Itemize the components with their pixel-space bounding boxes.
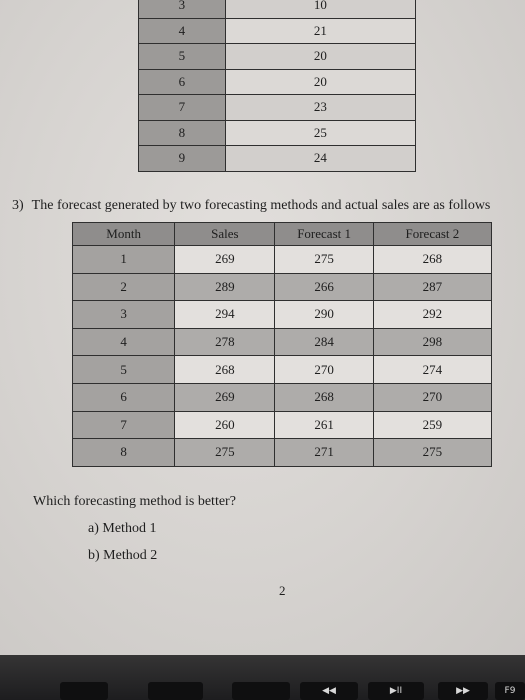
header-month: Month [73, 223, 175, 246]
header-forecast-2: Forecast 2 [373, 223, 491, 246]
fast-forward-key-icon: ▶▶ [438, 682, 488, 700]
table-row [139, 69, 416, 95]
table-row [73, 246, 492, 274]
sales-cell: 289 [175, 273, 275, 301]
sales-cell: 269 [175, 246, 275, 274]
previous-question-table [138, 0, 416, 172]
table-row [73, 383, 492, 411]
period-cell: 6 [139, 69, 226, 95]
forecast-1-cell: 284 [275, 328, 373, 356]
keyboard-key [148, 682, 203, 700]
option-a [88, 521, 156, 537]
period-cell: 9 [139, 146, 226, 172]
forecast-1-cell: 290 [275, 301, 373, 329]
forecast-2-cell: 292 [373, 301, 491, 329]
forecast-2-cell: 287 [373, 273, 491, 301]
forecast-2-cell: 259 [373, 411, 491, 439]
sales-cell: 269 [175, 383, 275, 411]
month-cell: 7 [73, 411, 175, 439]
forecast-table [72, 222, 492, 467]
value-cell: 20 [225, 69, 415, 95]
table-row [139, 120, 416, 146]
f9-key: F9 [495, 682, 525, 700]
period-cell: 5 [139, 44, 226, 70]
value-cell: 10 [225, 0, 415, 18]
sales-cell: 294 [175, 301, 275, 329]
period-cell: 4 [139, 18, 226, 44]
sales-cell: 275 [175, 439, 275, 467]
sales-cell: 268 [175, 356, 275, 384]
table-row [73, 301, 492, 329]
forecast-2-cell: 268 [373, 246, 491, 274]
forecast-1-cell: 266 [275, 273, 373, 301]
forecast-2-cell: 270 [373, 383, 491, 411]
header-row [73, 223, 492, 246]
option-b-text: Method 2 [103, 548, 158, 563]
sales-cell: 260 [175, 411, 275, 439]
period-cell: 3 [139, 0, 226, 18]
month-cell: 6 [73, 383, 175, 411]
question-text: The forecast generated by two forecasting methods and actual sales are as follows [31, 198, 491, 213]
value-cell: 20 [225, 44, 415, 70]
table-row [73, 356, 492, 384]
option-a-text: Method 1 [102, 521, 157, 536]
forecast-2-cell: 275 [373, 439, 491, 467]
month-cell: 8 [73, 439, 175, 467]
keyboard-key [232, 682, 290, 700]
forecast-1-cell: 268 [275, 383, 373, 411]
table-row [139, 0, 416, 18]
table-row [139, 146, 416, 172]
value-cell: 25 [225, 120, 415, 146]
month-cell: 3 [73, 301, 175, 329]
laptop-keyboard [0, 682, 525, 700]
question-number: 3) [12, 198, 24, 213]
value-cell: 21 [225, 18, 415, 44]
question-3 [12, 198, 490, 214]
keyboard-key [60, 682, 108, 700]
which-method-prompt: Which forecasting method is better? [33, 494, 236, 509]
table-row [139, 95, 416, 121]
option-b [88, 548, 157, 564]
month-cell: 1 [73, 246, 175, 274]
forecast-1-cell: 275 [275, 246, 373, 274]
header-sales: Sales [175, 223, 275, 246]
forecast-1-cell: 271 [275, 439, 373, 467]
rewind-key-icon: ◀◀ [300, 682, 358, 700]
month-cell: 5 [73, 356, 175, 384]
forecast-1-cell: 270 [275, 356, 373, 384]
option-a-label: a) [88, 521, 99, 536]
table-row [73, 273, 492, 301]
sales-cell: 278 [175, 328, 275, 356]
forecast-2-cell: 298 [373, 328, 491, 356]
table-row [73, 411, 492, 439]
table-row [73, 439, 492, 467]
option-b-label: b) [88, 548, 100, 563]
month-cell: 2 [73, 273, 175, 301]
forecast-1-cell: 261 [275, 411, 373, 439]
play-pause-key-icon: ▶II [368, 682, 424, 700]
table-row [73, 328, 492, 356]
table-row [139, 44, 416, 70]
value-cell: 23 [225, 95, 415, 121]
page-number: 2 [279, 583, 286, 598]
month-cell: 4 [73, 328, 175, 356]
period-cell: 8 [139, 120, 226, 146]
header-forecast-1: Forecast 1 [275, 223, 373, 246]
table-row [139, 18, 416, 44]
forecast-2-cell: 274 [373, 356, 491, 384]
period-cell: 7 [139, 95, 226, 121]
value-cell: 24 [225, 146, 415, 172]
